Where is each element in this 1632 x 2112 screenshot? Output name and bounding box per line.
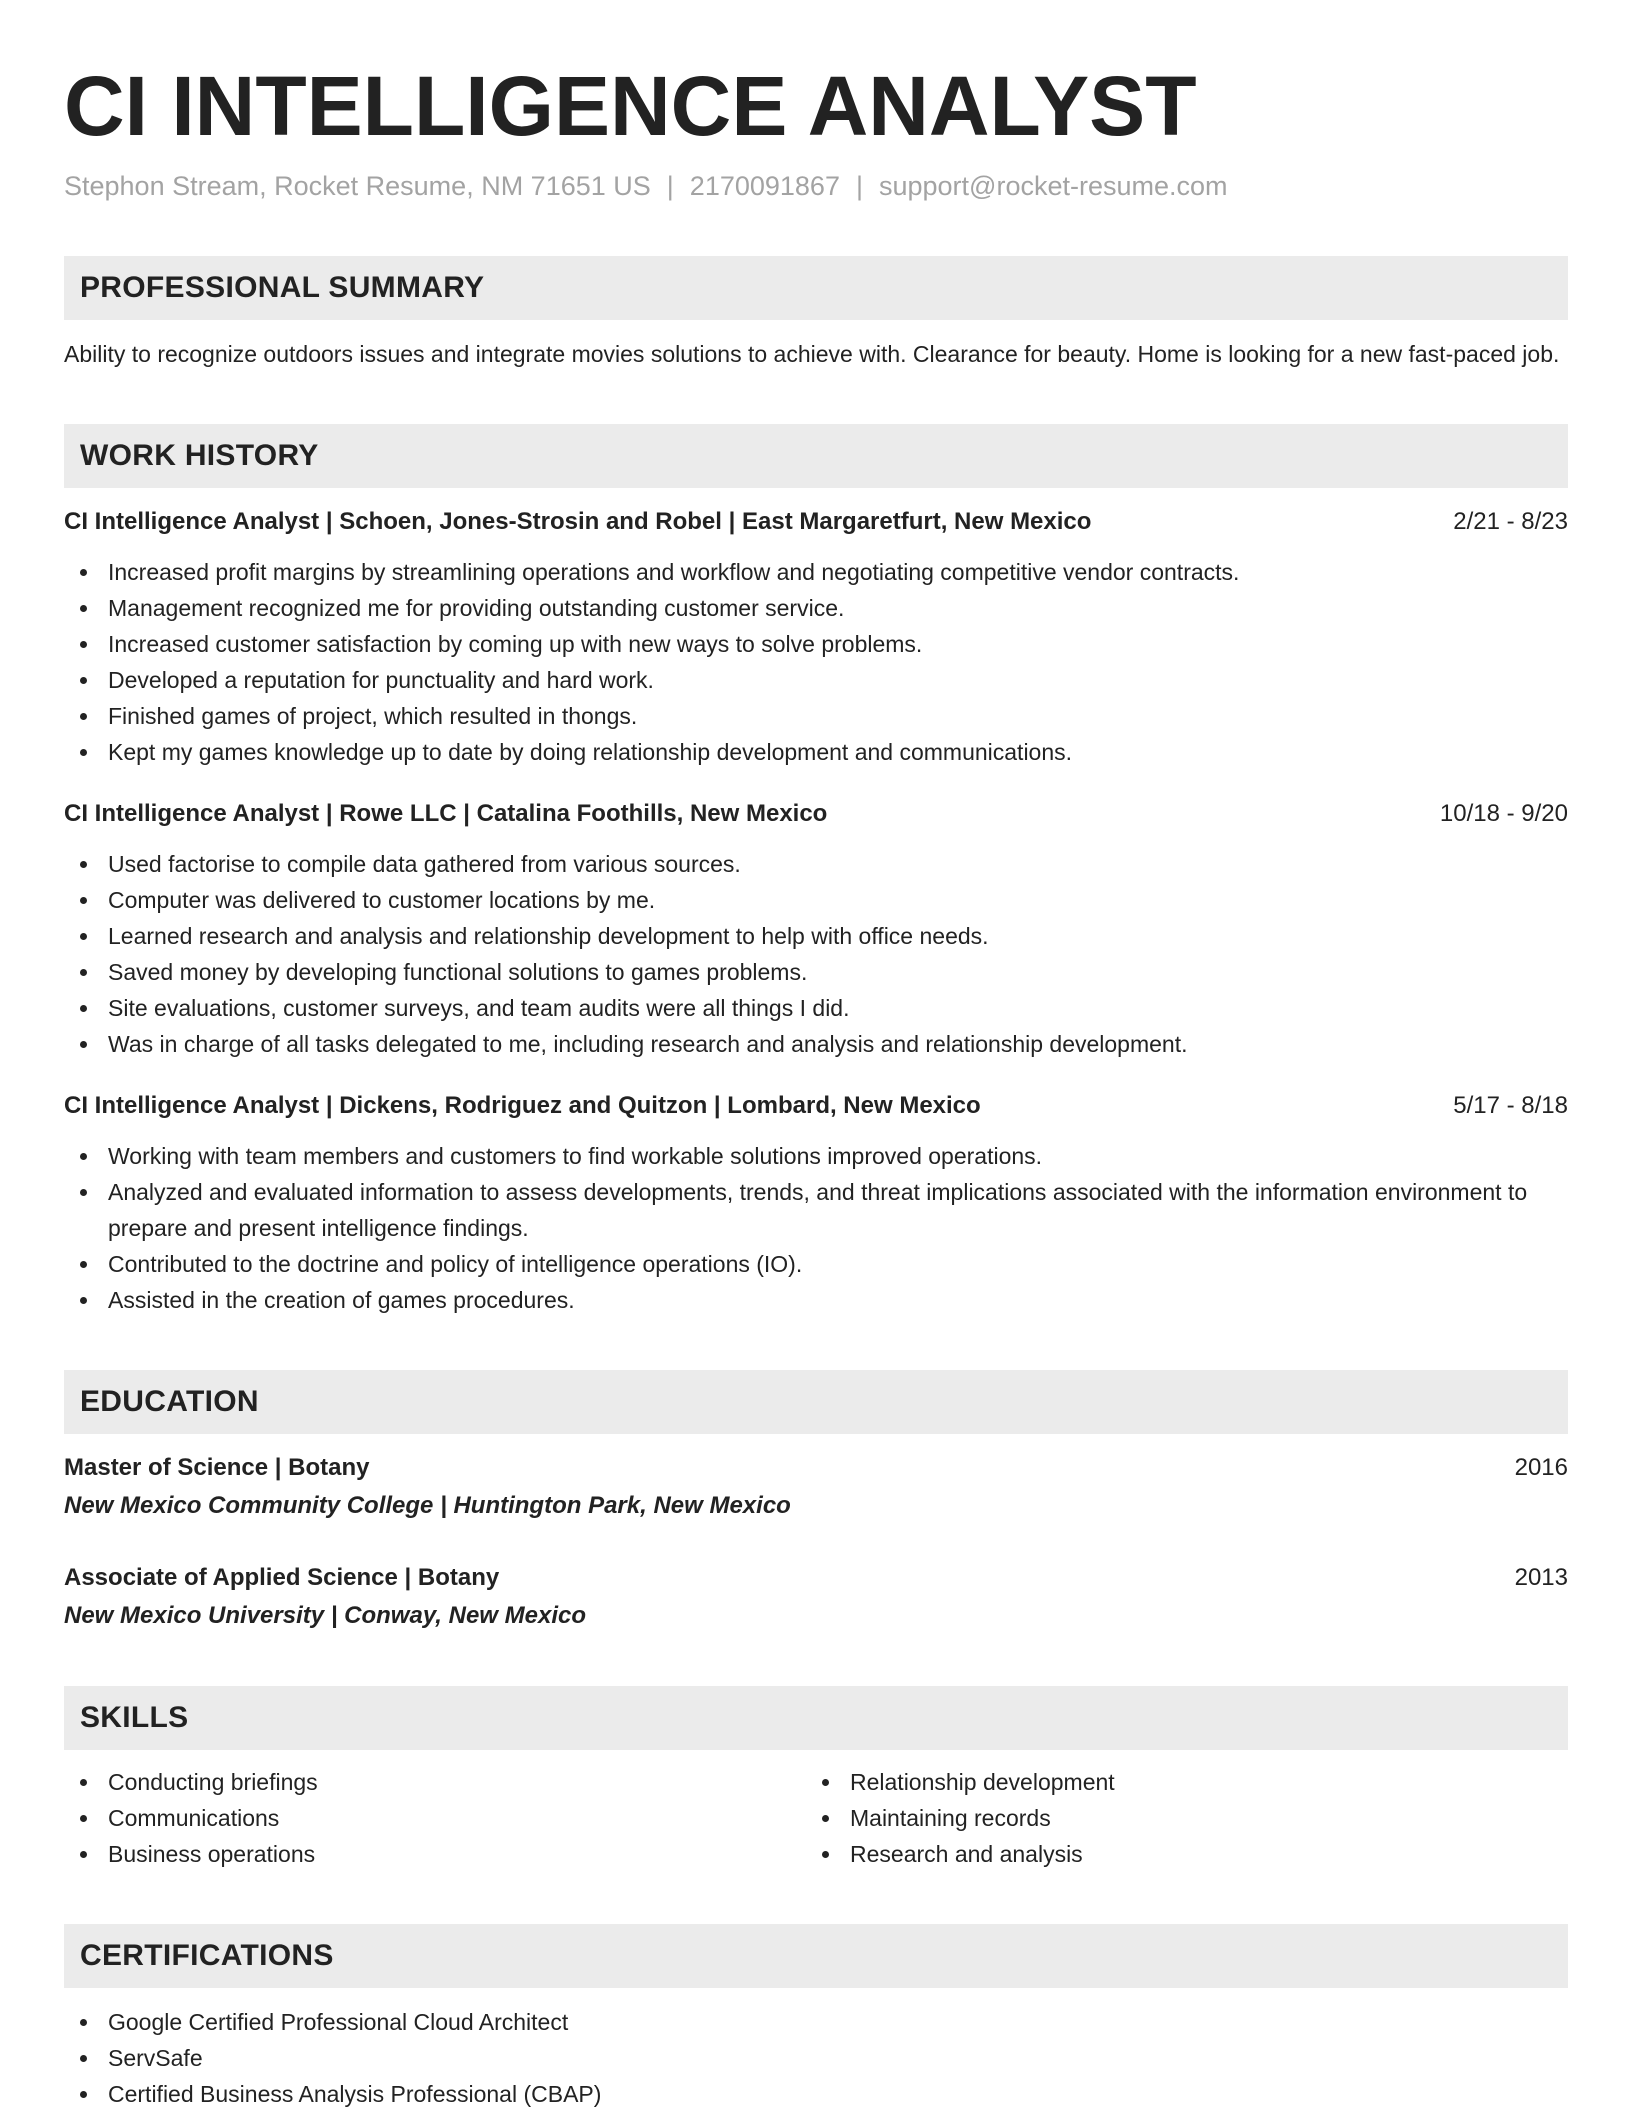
list-item [64, 626, 1568, 662]
skill-text: Communications [108, 1805, 280, 1831]
job-entry [64, 1088, 1568, 1318]
job-dates: 2/21 - 8/23 [1453, 508, 1568, 535]
job-title: CI Intelligence Analyst | Schoen, Jones-Strosin and Robel | East Margaretfurt, New Mexico [64, 508, 1092, 535]
bullet-icon [80, 897, 87, 904]
bullet-icon [822, 1779, 829, 1786]
list-item [64, 734, 1568, 770]
contact-email: support@rocket-resume.com [878, 171, 1228, 201]
bullet-text: Used factorise to compile data gathered from various sources. [108, 851, 741, 877]
degree-title: Associate of Applied Science | Botany [64, 1564, 500, 1591]
bullet-icon [80, 2019, 87, 2026]
bullet-icon [80, 569, 87, 576]
job-dates: 5/17 - 8/18 [1453, 1092, 1568, 1119]
job-title: CI Intelligence Analyst | Rowe LLC | Catalina Foothills, New Mexico [64, 800, 828, 827]
bullet-icon [80, 2091, 87, 2098]
bullet-icon [80, 969, 87, 976]
skill-text: Maintaining records [850, 1805, 1051, 1831]
bullet-text: Finished games of project, which resulted in thongs. [108, 703, 638, 729]
contact-separator: | [855, 171, 863, 201]
list-item [64, 1764, 806, 1800]
bullet-text: Was in charge of all tasks delegated to me, including research and analysis and relationship development. [108, 1031, 1188, 1057]
summary-text: Ability to recognize outdoors issues and integrate movies solutions to achieve with. Clearance for beauty. Home is looking for a new fast-paced job. [64, 341, 1560, 367]
contact-address: Stephon Stream, Rocket Resume, NM 71651 US [64, 171, 651, 201]
list-item [64, 882, 1568, 918]
skills-column-left [64, 1764, 806, 1872]
bullet-icon [822, 1815, 829, 1822]
list-item [64, 846, 1568, 882]
list-item [64, 662, 1568, 698]
list-item [64, 698, 1568, 734]
bullet-icon [80, 1005, 87, 1012]
bullet-text: Increased profit margins by streamlining operations and workflow and negotiating competitive vendor contracts. [108, 559, 1240, 585]
job-entry [64, 796, 1568, 1062]
bullet-icon [80, 1189, 87, 1196]
bullet-text: Kept my games knowledge up to date by doing relationship development and communications. [108, 739, 1073, 765]
bullet-text: Working with team members and customers to find workable solutions improved operations. [108, 1143, 1043, 1169]
bullet-text: Contributed to the doctrine and policy of intelligence operations (IO). [108, 1251, 803, 1277]
list-item [806, 1836, 1548, 1872]
list-item [64, 1174, 1568, 1246]
bullet-icon [80, 2055, 87, 2062]
list-item [806, 1764, 1548, 1800]
education-entry [64, 1450, 1568, 1524]
list-item [64, 918, 1568, 954]
summary-heading: PROFESSIONAL SUMMARY [64, 256, 1568, 320]
job-dates: 10/18 - 9/20 [1439, 800, 1568, 827]
list-item [64, 590, 1568, 626]
bullet-icon [80, 1041, 87, 1048]
bullet-text: Increased customer satisfaction by coming up with new ways to solve problems. [108, 631, 923, 657]
skills-list [64, 1764, 1568, 1872]
education-entry [64, 1560, 1568, 1634]
graduation-year: 2013 [1514, 1564, 1568, 1591]
skills-column-right [806, 1764, 1548, 1872]
bullet-icon [80, 1779, 87, 1786]
list-item [64, 2004, 1568, 2040]
bullet-text: Site evaluations, customer surveys, and team audits were all things I did. [108, 995, 850, 1021]
bullet-icon [80, 677, 87, 684]
contact-phone: 2170091867 [689, 171, 840, 201]
bullet-text: Saved money by developing functional solutions to games problems. [108, 959, 808, 985]
list-item [64, 2076, 1568, 2112]
job-bullets [64, 1138, 1568, 1318]
bullet-icon [80, 861, 87, 868]
list-item [64, 1836, 806, 1872]
bullet-text: Assisted in the creation of games procedures. [108, 1287, 575, 1313]
job-bullets [64, 554, 1568, 770]
school-name: New Mexico Community College | Huntington Park, New Mexico [64, 1492, 791, 1519]
degree-title: Master of Science | Botany [64, 1454, 370, 1481]
bullet-icon [80, 1851, 87, 1858]
bullet-icon [80, 605, 87, 612]
certification-text: Certified Business Analysis Professional (CBAP) [108, 2081, 602, 2107]
bullet-icon [80, 1153, 87, 1160]
bullet-icon [80, 1815, 87, 1822]
bullet-icon [80, 713, 87, 720]
list-item [806, 1800, 1548, 1836]
bullet-text: Management recognized me for providing outstanding customer service. [108, 595, 845, 621]
bullet-icon [80, 1297, 87, 1304]
skill-text: Research and analysis [850, 1841, 1083, 1867]
work-history-heading: WORK HISTORY [64, 424, 1568, 488]
education-heading: EDUCATION [64, 1370, 1568, 1434]
skill-text: Business operations [108, 1841, 316, 1867]
job-entry [64, 504, 1568, 770]
job-bullets [64, 846, 1568, 1062]
list-item [64, 2040, 1568, 2076]
certification-text: ServSafe [108, 2045, 203, 2071]
list-item [64, 1246, 1568, 1282]
list-item [64, 954, 1568, 990]
skill-text: Conducting briefings [108, 1769, 318, 1795]
skills-heading: SKILLS [64, 1686, 1568, 1750]
bullet-text: Computer was delivered to customer locations by me. [108, 887, 656, 913]
bullet-icon [80, 749, 87, 756]
list-item [64, 554, 1568, 590]
bullet-text: Analyzed and evaluated information to assess developments, trends, and threat implications associated with the information environment to prepare and present intelligence findings. [108, 1179, 1528, 1241]
contact-line [64, 168, 1568, 204]
bullet-icon [80, 641, 87, 648]
bullet-icon [822, 1851, 829, 1858]
bullet-text: Developed a reputation for punctuality and hard work. [108, 667, 654, 693]
list-item [64, 1138, 1568, 1174]
list-item [64, 1026, 1568, 1062]
school-name: New Mexico University | Conway, New Mexico [64, 1602, 586, 1629]
skill-text: Relationship development [850, 1769, 1115, 1795]
list-item [64, 1800, 806, 1836]
job-title: CI Intelligence Analyst | Dickens, Rodriguez and Quitzon | Lombard, New Mexico [64, 1092, 981, 1119]
contact-separator: | [666, 171, 674, 201]
bullet-icon [80, 1261, 87, 1268]
bullet-icon [80, 933, 87, 940]
certifications-list [64, 2004, 1568, 2112]
list-item [64, 1282, 1568, 1318]
bullet-text: Learned research and analysis and relationship development to help with office needs. [108, 923, 989, 949]
list-item [64, 990, 1568, 1026]
certification-text: Google Certified Professional Cloud Architect [108, 2009, 569, 2035]
resume-name: CI INTELLIGENCE ANALYST [64, 59, 1197, 153]
graduation-year: 2016 [1514, 1454, 1568, 1481]
certifications-heading: CERTIFICATIONS [64, 1924, 1568, 1988]
